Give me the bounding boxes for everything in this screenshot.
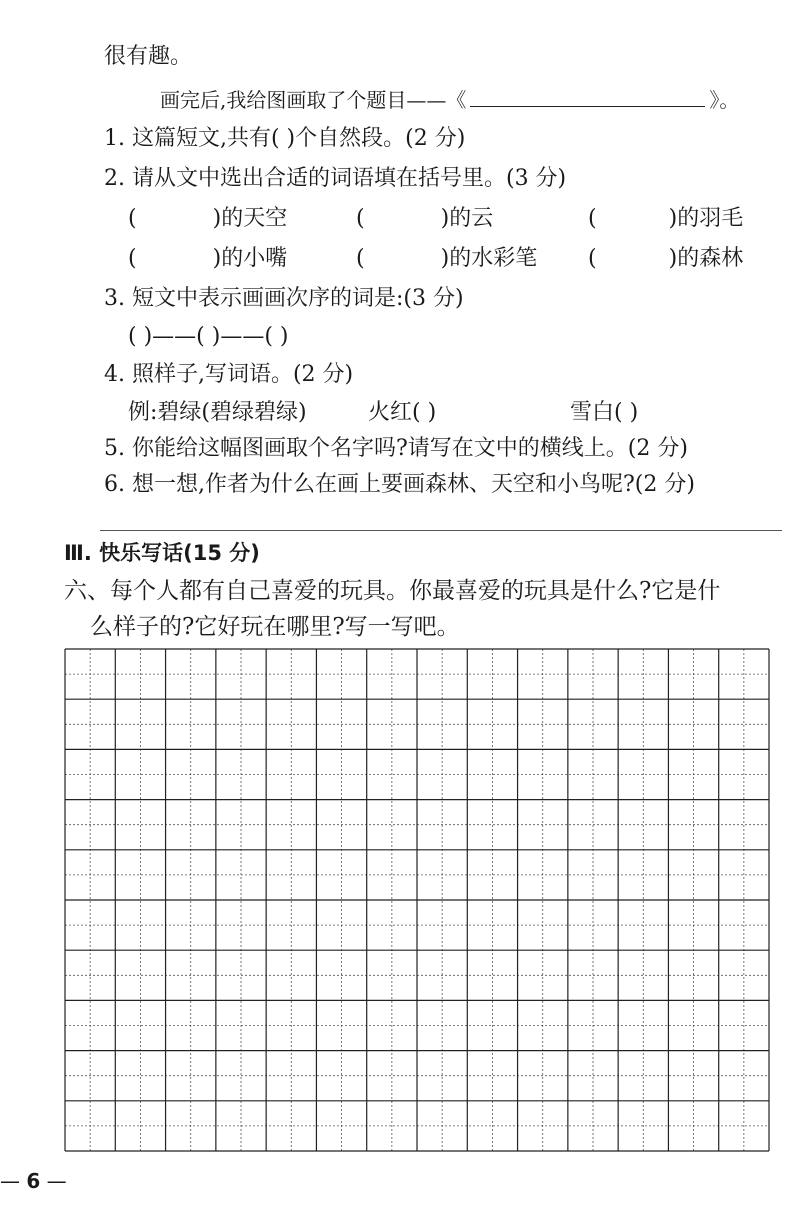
q2-item: ( )的森林 <box>588 246 744 271</box>
page-number-dash-right: — <box>46 1169 67 1193</box>
q2-item: ( )的小嘴 <box>128 246 288 271</box>
page-number <box>0 1166 67 1196</box>
writing-grid[interactable] <box>64 648 770 1152</box>
section-divider <box>100 530 782 531</box>
q2-item: ( )的天空 <box>128 206 288 231</box>
writing-prompt-line-2: 么样子的?它好玩在哪里?写一写吧。 <box>90 614 460 640</box>
title-prompt <box>160 84 739 115</box>
question-1: 1. 这篇短文,共有( )个自然段。(2 分) <box>104 126 466 151</box>
page-number-dash-left: — <box>0 1169 20 1193</box>
question-5: 5. 你能给这幅图画取个名字吗?请写在文中的横线上。(2 分) <box>104 436 688 461</box>
title-answer-blank[interactable] <box>470 84 705 107</box>
title-prompt-close: 》。 <box>709 88 740 112</box>
page-number-value: 6 <box>26 1169 41 1193</box>
question-2: 2. 请从文中选出合适的词语填在括号里。(3 分) <box>104 166 567 191</box>
q2-item: ( )的羽毛 <box>588 206 744 231</box>
question-4-item-2: 雪白( ) <box>570 400 639 425</box>
writing-section-heading: Ⅲ. 快乐写话(15 分) <box>64 541 260 565</box>
question-3-answer: ( )——( )——( ) <box>128 324 289 349</box>
question-4: 4. 照样子,写词语。(2 分) <box>104 362 354 387</box>
question-3: 3. 短文中表示画画次序的词是:(3 分) <box>104 286 464 311</box>
question-4-example: 例:碧绿(碧绿碧绿) <box>128 400 307 425</box>
title-prompt-text: 画完后,我给图画取了个题目——《 <box>160 88 467 112</box>
q2-item: ( )的水彩笔 <box>356 246 538 271</box>
question-6: 6. 想一想,作者为什么在画上要画森林、天空和小鸟呢?(2 分) <box>104 472 695 497</box>
question-4-item-1: 火红( ) <box>368 400 437 425</box>
q2-item: ( )的云 <box>356 206 494 231</box>
writing-prompt-line-1: 六、每个人都有自己喜爱的玩具。你最喜爱的玩具是什么?它是什 <box>64 578 721 604</box>
passage-ending: 很有趣。 <box>104 44 193 69</box>
